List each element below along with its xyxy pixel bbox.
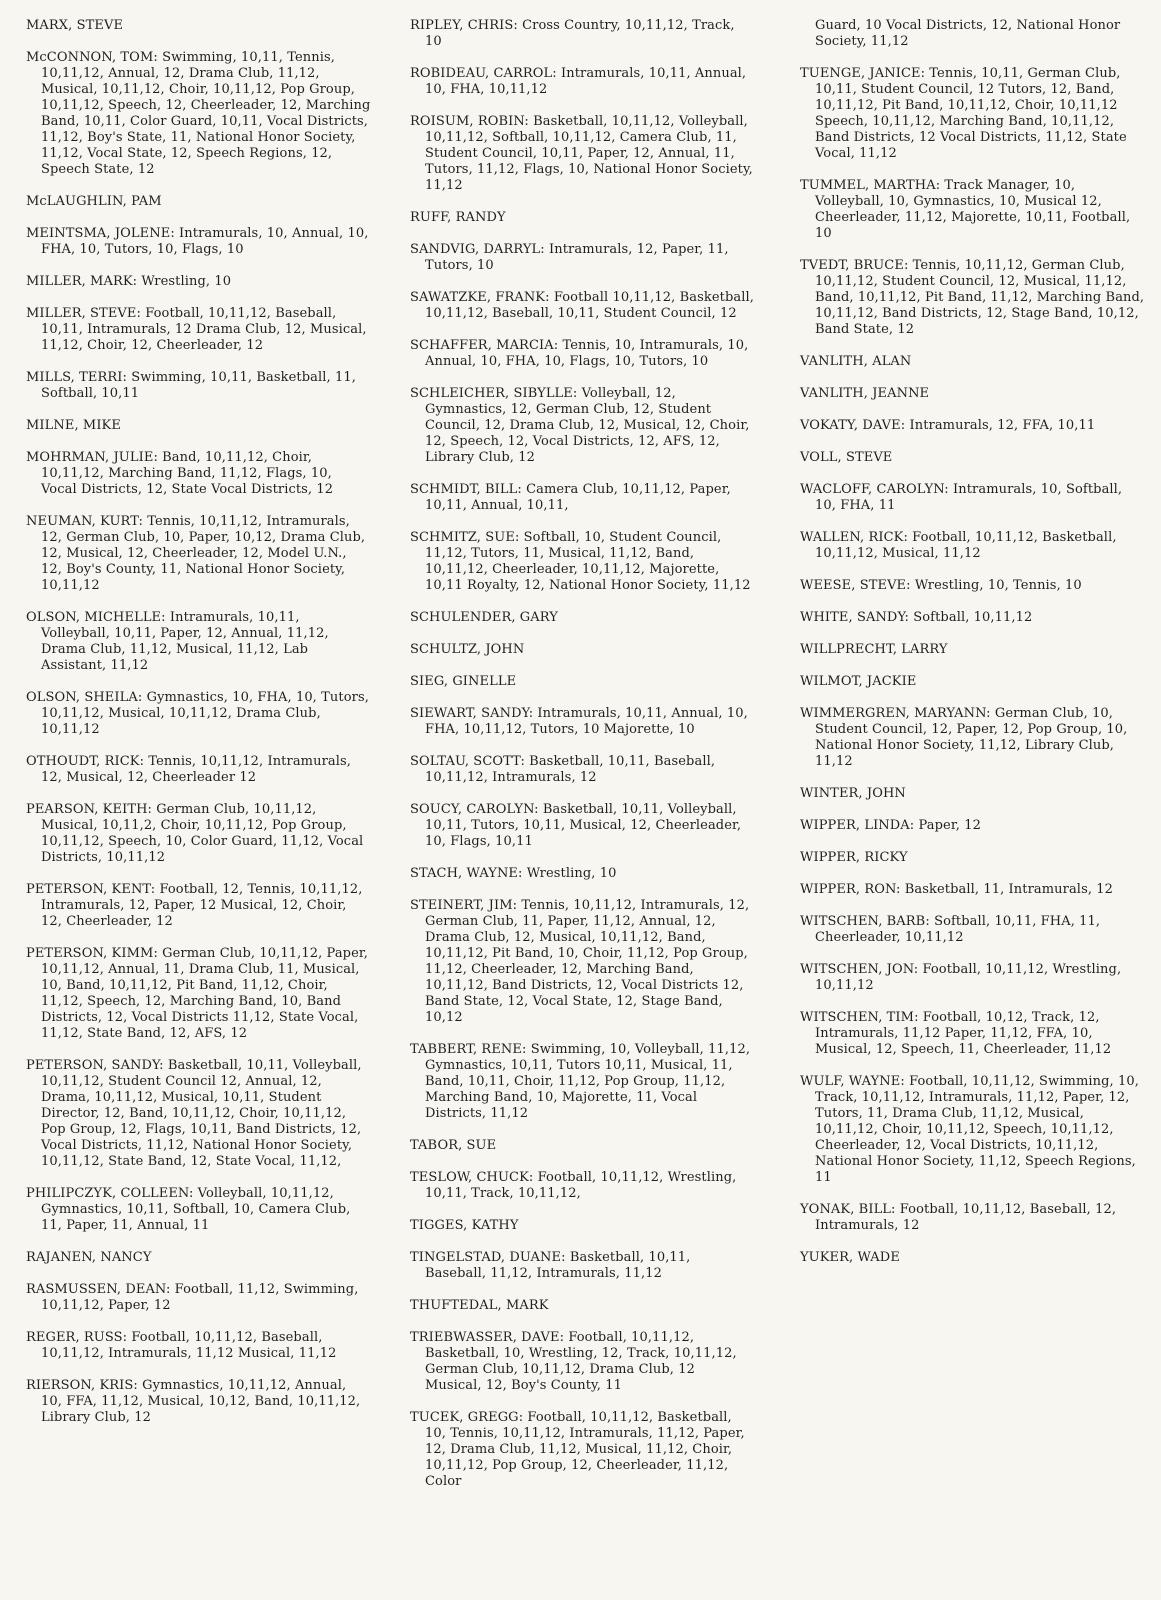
student-name: OTHOUDT, RICK: [26, 754, 140, 769]
student-entry: [410, 1170, 755, 1202]
name-separator: :: [520, 754, 530, 769]
student-name: WULF, WAYNE: [800, 1074, 901, 1089]
student-activities: Volleyball, 12, Gymnastics, 12, German Club, 12, Student Council, 12, Drama Club, 12, Musical, 12, Choir, 12, Speech, 12, Vocal Districts, 12, AFS, 12, Library Club, 12: [425, 386, 750, 465]
student-name: ROISUM, ROBIN: [410, 114, 525, 129]
student-activities: Tennis, 10, Intramurals, 10, Annual, 10, FHA, 10, Flags, 10, Tutors, 10: [425, 338, 749, 369]
student-entry: [410, 866, 755, 882]
name-separator: :: [900, 1074, 910, 1089]
name-separator: :: [545, 290, 554, 305]
student-name: VANLITH, JEANNE: [800, 386, 930, 401]
student-entry: [410, 1218, 755, 1234]
student-activities: Softball, 10, Student Council, 11,12, Tutors, 11, Musical, 11,12, Band, 10,11,12, Cheerleader, 10,11,12, Majorette, 10,11 Royalty, 12, National Honor Society, 11,12: [425, 530, 751, 593]
student-activities: Intramurals, 12, Paper, 11, Tutors, 10: [425, 242, 729, 273]
student-activities: Basketball, 10,11, Baseball, 11,12, Intramurals, 11,12: [425, 1250, 691, 1281]
student-name: WITSCHEN, TIM: [800, 1010, 915, 1025]
student-name: MEINTSMA, JOLENE: [26, 226, 171, 241]
student-entry: [800, 914, 1145, 946]
student-entry: [26, 1186, 371, 1234]
student-name: TUCEK, GREGG: [410, 1410, 519, 1425]
student-activities: German Club, 10,11,12, Paper, 10,11,12, Annual, 11, Drama Club, 11, Musical, 10, Band, 10,11,12, Pit Band, 11,12, Choir, 11,12, Speech, 12, Marching Band, 10, Band Districts, 12, Vocal Districts 11,12, State Vocal, 11,12, State Band, 12, AFS, 12: [41, 946, 368, 1041]
student-activities: Gymnastics, 10,11,12, Annual, 10, FFA, 11,12, Musical, 10,12, Band, 10,11,12, Library Club, 12: [41, 1378, 361, 1425]
student-entry: [800, 450, 1145, 466]
student-name: VOKATY, DAVE: [800, 418, 901, 433]
student-entry: [410, 1250, 755, 1282]
student-name: TESLOW, CHUCK: [410, 1170, 529, 1185]
student-entry: [800, 258, 1145, 338]
student-name: NEUMAN, KURT: [26, 514, 139, 529]
student-name: WINTER, JOHN: [800, 786, 906, 801]
student-entry: [410, 642, 755, 658]
student-entry: [410, 802, 755, 850]
student-activities: Football, 10,11,12, Swimming, 10, Track, 10,11,12, Intramurals, 11,12, Paper, 12, Tutors, 11, Drama Club, 11,12, Musical, 10,11,12, Choir, 10,11,12, Speech, 10,11,12, Cheerleader, 12, Vocal Districts, 10,11,12, National Honor Society, 11,12, Speech Regions, 11: [815, 1074, 1139, 1185]
student-name: SCHULENDER, GARY: [410, 610, 558, 625]
name-separator: :: [925, 914, 935, 929]
student-entry: [800, 66, 1145, 162]
student-activities: Wrestling, 10: [141, 274, 232, 289]
student-entry: [410, 674, 755, 690]
student-entry: [26, 306, 371, 354]
student-name: MOHRMAN, JULIE: [26, 450, 154, 465]
student-entry: [800, 706, 1145, 770]
student-activities: Cross Country, 10,11,12, Track, 10: [425, 18, 735, 49]
student-entry: [800, 354, 1145, 370]
name-separator: :: [572, 386, 582, 401]
student-activities: Football, 10,11,12, Basketball, 10,11,12, Musical, 11,12: [815, 530, 1117, 561]
student-name: TINGELSTAD, DUANE: [410, 1250, 562, 1265]
name-separator: :: [165, 1282, 175, 1297]
name-separator: :: [161, 610, 170, 625]
name-separator: :: [137, 690, 147, 705]
name-separator: :: [906, 578, 915, 593]
student-activities: German Club, 10, Student Council, 12, Paper, 12, Pop Group, 10, National Honor Society, 11,12, Library Club, 11,12: [815, 706, 1128, 769]
student-entry: [410, 18, 755, 50]
student-entry: [410, 754, 755, 786]
student-entry: [800, 674, 1145, 690]
student-name: WILLPRECHT, LARRY: [800, 642, 948, 657]
column-1: [26, 18, 371, 1442]
student-activities: Football, 10,11,12, Basketball, 10, Tennis, 10,11,12, Intramurals, 11,12, Paper, 12, Drama Club, 11,12, Musical, 11,12, Choir, 10,11,12, Pop Group, 12, Cheerleader, 11,12, Color: [425, 1410, 745, 1489]
student-entry: [800, 1250, 1145, 1266]
name-separator: :: [559, 1330, 569, 1345]
student-entry: [800, 1010, 1145, 1058]
name-separator: :: [188, 1186, 198, 1201]
student-entry: [26, 450, 371, 498]
student-name: TUMMEL, MARTHA: [800, 178, 936, 193]
student-name: PHILIPCZYK, COLLEEN: [26, 1186, 189, 1201]
name-separator: :: [903, 530, 913, 545]
student-entry: [410, 290, 755, 322]
student-name: TRIEBWASSER, DAVE: [410, 1330, 560, 1345]
student-entry: [26, 1058, 371, 1170]
student-name: RASMUSSEN, DEAN: [26, 1282, 166, 1297]
student-activities: Softball, 10,11, FHA, 11, Cheerleader, 10,11,12: [815, 914, 1101, 945]
student-name: RIPLEY, CHRIS: [410, 18, 514, 33]
student-activities: Track Manager, 10, Volleyball, 10, Gymnastics, 10, Musical 12, Cheerleader, 11,12, Majorette, 10,11, Football, 10: [815, 178, 1131, 241]
name-separator: :: [139, 754, 149, 769]
student-activities: Intramurals, 12, FFA, 10,11: [909, 418, 1096, 433]
student-entry: [410, 66, 755, 98]
student-name: YONAK, BILL: [800, 1202, 892, 1217]
student-entry: [26, 194, 371, 210]
student-activities: Basketball, 11, Intramurals, 12: [904, 882, 1114, 897]
student-name: VANLITH, ALAN: [800, 354, 912, 369]
student-entry: [26, 1250, 371, 1266]
student-entry: [800, 578, 1145, 594]
name-separator: :: [159, 1058, 168, 1073]
student-activities: Football, 10,11,12, Wrestling, 10,11, Track, 10,11,12,: [425, 1170, 737, 1201]
student-name: WIMMERGREN, MARYANN: [800, 706, 987, 721]
student-name: WIPPER, RICKY: [800, 850, 908, 865]
student-activities: Tennis, 10,11, German Club, 10,11, Student Council, 12 Tutors, 12, Band, 10,11,12, Pit Band, 10,11,12, Choir, 10,11,12 Speech, 10,11,12, Marching Band, 10,11,12, Band Districts, 12 Vocal Districts, 11,12, State Vocal, 11,12: [815, 66, 1127, 161]
student-activities: Camera Club, 10,11,12, Paper, 10,11, Annual, 10,11,: [425, 482, 731, 513]
student-name: McLAUGHLIN, PAM: [26, 194, 162, 209]
student-entry: [800, 818, 1145, 834]
student-name: WILMOT, JACKIE: [800, 674, 917, 689]
name-separator: :: [935, 178, 945, 193]
student-name: SIEWART, SANDY: [410, 706, 529, 721]
student-name: YUKER, WADE: [800, 1250, 900, 1265]
student-name: VOLL, STEVE: [800, 450, 893, 465]
name-separator: :: [909, 818, 919, 833]
student-entry: [800, 18, 1145, 50]
name-separator: :: [153, 946, 163, 961]
name-separator: :: [920, 66, 930, 81]
name-separator: :: [521, 1042, 531, 1057]
student-entry: [26, 418, 371, 434]
student-activities: Paper, 12: [918, 818, 981, 833]
student-activities: Football, 10,11,12, Wrestling, 10,11,12: [815, 962, 1122, 993]
student-name: OLSON, SHEILA: [26, 690, 138, 705]
student-activities: Football 10,11,12, Basketball, 10,11,12, Baseball, 10,11, Student Council, 12: [425, 290, 754, 321]
student-activities: Football, 10,11,12, Baseball, 10,11, Intramurals, 12 Drama Club, 12, Musical, 11,12, Choir, 12, Cheerleader, 12: [41, 306, 367, 353]
name-separator: :: [914, 1010, 923, 1025]
name-separator: :: [903, 258, 913, 273]
student-entry: [26, 370, 371, 402]
student-name: SIEG, GINELLE: [410, 674, 517, 689]
student-name: SOUCY, CAROLYN: [410, 802, 535, 817]
name-separator: :: [122, 370, 132, 385]
name-separator: :: [528, 706, 538, 721]
student-name: TIGGES, KATHY: [410, 1218, 519, 1233]
name-separator: :: [122, 1330, 132, 1345]
name-separator: :: [133, 1378, 143, 1393]
student-entry: [800, 530, 1145, 562]
student-activities: Intramurals, 10,11, Volleyball, 10,11, Paper, 12, Annual, 11,12, Drama Club, 11,12, Musical, 11,12, Lab Assistant, 11,12: [41, 610, 329, 673]
student-name: PEARSON, KEITH: [26, 802, 148, 817]
student-name: MILLS, TERRI: [26, 370, 123, 385]
student-name: REGER, RUSS: [26, 1330, 123, 1345]
student-entry: [800, 962, 1145, 994]
student-activities: Wrestling, 10: [526, 866, 617, 881]
student-entry: [26, 226, 371, 258]
student-name: MILLER, MARK: [26, 274, 133, 289]
student-name: SOLTAU, SCOTT: [410, 754, 521, 769]
student-activities: Basketball, 10,11, Volleyball, 10,11,12, Student Council 12, Annual, 12, Drama, 10,11,12, Musical, 10,11, Student Director, 12, Band, 10,11,12, Choir, 10,11,12, Pop Group, 12, Flags, 10,11, Band Districts, 12, Vocal Districts, 11,12, National Honor Society, 10,11,12, State Band, 12, State Vocal, 11,12,: [41, 1058, 362, 1169]
student-entry: [800, 418, 1145, 434]
name-separator: :: [904, 610, 914, 625]
student-name: WEESE, STEVE: [800, 578, 907, 593]
name-separator: :: [540, 242, 549, 257]
student-activities: Football, 10,12, Track, 12, Intramurals, 11,12 Paper, 11,12, FFA, 10, Musical, 12, Speech, 11, Cheerleader, 11,12: [815, 1010, 1112, 1057]
student-activities: Basketball, 10,11, Volleyball, 10,11, Tutors, 10,11, Musical, 12, Cheerleader, 10, Flags, 10,11: [425, 802, 742, 849]
student-name: SCHMIDT, BILL: [410, 482, 518, 497]
student-name: WITSCHEN, BARB: [800, 914, 926, 929]
student-entry: [410, 610, 755, 626]
student-entry: [800, 882, 1145, 898]
student-activities: Guard, 10 Vocal Districts, 12, National Honor Society, 11,12: [815, 18, 1121, 49]
student-activities: Volleyball, 10,11,12, Gymnastics, 10,11, Softball, 10, Camera Club, 11, Paper, 11, Annual, 11: [41, 1186, 351, 1233]
student-activities: Intramurals, 10,11, Annual, 10, FHA, 10,11,12, Tutors, 10 Majorette, 10: [425, 706, 748, 737]
name-separator: :: [138, 514, 148, 529]
student-name: RUFF, RANDY: [410, 210, 506, 225]
student-activities: Intramurals, 10, Softball, 10, FHA, 11: [815, 482, 1123, 513]
student-entry: [26, 1378, 371, 1426]
student-name: PETERSON, KENT: [26, 882, 151, 897]
name-separator: :: [512, 898, 522, 913]
student-name: RAJANEN, NANCY: [26, 1250, 152, 1265]
name-separator: :: [150, 882, 160, 897]
name-separator: :: [524, 114, 534, 129]
student-activities: Football, 10,11,12, Baseball, 12, Intramurals, 12: [815, 1202, 1117, 1233]
name-separator: :: [896, 882, 905, 897]
student-entry: [800, 1202, 1145, 1234]
student-activities: Swimming, 10, Volleyball, 11,12, Gymnastics, 10,11, Tutors 10,11, Musical, 11, Band, 10,11, Choir, 11,12, Pop Group, 11,12, Marching Band, 10, Majorette, 11, Vocal Districts, 11,12: [425, 1042, 751, 1121]
student-name: SCHAFFER, MARCIA: [410, 338, 554, 353]
student-activities: Tennis, 10,11,12, German Club, 10,11,12, Student Council, 12, Musical, 11,12, Band, 10,11,12, Pit Band, 11,12, Marching Band, 10,11,12, Band Districts, 12, Stage Band, 10,12, Band State, 12: [815, 258, 1145, 337]
name-separator: :: [534, 802, 543, 817]
student-activities: Basketball, 10,11, Baseball, 10,11,12, Intramurals, 12: [425, 754, 716, 785]
student-entry: [26, 946, 371, 1042]
name-separator: :: [913, 962, 923, 977]
student-activities: Tennis, 10,11,12, Intramurals, 12, Musical, 12, Cheerleader 12: [41, 754, 351, 785]
student-activities: German Club, 10,11,12, Musical, 10,11,2, Choir, 10,11,12, Pop Group, 10,11,12, Speech, 10, Color Guard, 11,12, Vocal Districts, 10,11,12: [41, 802, 364, 865]
student-name: THUFTEDAL, MARK: [410, 1298, 549, 1313]
name-separator: :: [518, 866, 527, 881]
student-name: MILLER, STEVE: [26, 306, 137, 321]
student-activities: Football, 12, Tennis, 10,11,12, Intramurals, 12, Paper, 12 Musical, 12, Choir, 12, Cheerleader, 12: [41, 882, 363, 929]
student-name: WITSCHEN, JON: [800, 962, 914, 977]
student-entry: [410, 210, 755, 226]
student-name: PETERSON, KIMM: [26, 946, 154, 961]
student-entry: [410, 482, 755, 514]
name-separator: :: [147, 802, 157, 817]
student-name: OLSON, MICHELLE: [26, 610, 162, 625]
student-entry: [410, 114, 755, 194]
student-name: WACLOFF, CAROLYN: [800, 482, 945, 497]
student-entry: [410, 338, 755, 370]
name-separator: :: [986, 706, 995, 721]
student-activities: Football, 10,11,12, Baseball, 10,11,12, Intramurals, 11,12 Musical, 11,12: [41, 1330, 337, 1361]
column-2: [410, 18, 755, 1506]
student-entry: [410, 386, 755, 466]
name-separator: :: [528, 1170, 538, 1185]
student-activities: Swimming, 10,11, Basketball, 11, Softball, 10,11: [41, 370, 356, 401]
student-entry: [800, 386, 1145, 402]
student-name: SANDVIG, DARRYL: [410, 242, 541, 257]
student-entry: [26, 802, 371, 866]
student-name: TABOR, SUE: [410, 1138, 497, 1153]
student-entry: [26, 610, 371, 674]
student-name: ROBIDEAU, CARROL: [410, 66, 553, 81]
student-entry: [410, 1330, 755, 1394]
student-name: McCONNON, TOM: [26, 50, 154, 65]
student-activities: Tennis, 10,11,12, Intramurals, 12, German Club, 11, Paper, 11,12, Annual, 12, Drama Club, 12, Musical, 10,11,12, Band, 10,11,12, Pit Band, 10, Choir, 11,12, Pop Group, 11,12, Cheerleader, 12, Marching Band, 10,11,12, Band Districts, 12, Vocal Districts 12, Band State, 12, Vocal State, 12, Stage Band, 10,12: [425, 898, 750, 1025]
student-entry: [26, 50, 371, 178]
name-separator: :: [513, 18, 523, 33]
student-entry: [410, 1042, 755, 1122]
student-entry: [410, 530, 755, 594]
student-name: WIPPER, LINDA: [800, 818, 910, 833]
name-separator: :: [553, 338, 563, 353]
student-name: SAWATZKE, FRANK: [410, 290, 546, 305]
student-activities: Intramurals, 10,11, Annual, 10, FHA, 10,11,12: [425, 66, 747, 97]
student-entry: [26, 1330, 371, 1362]
name-separator: :: [552, 66, 561, 81]
student-entry: [410, 1138, 755, 1154]
name-separator: :: [136, 306, 146, 321]
student-entry: [26, 514, 371, 594]
student-entry: [26, 18, 371, 34]
student-activities: Tennis, 10,11,12, Intramurals, 12, German Club, 10, Paper, 10,12, Drama Club, 12, Musical, 12, Cheerleader, 12, Model U.N., 12, Boy's County, 11, National Honor Society, 10,11,12: [41, 514, 366, 593]
student-name: SCHLEICHER, SIBYLLE: [410, 386, 573, 401]
name-separator: :: [153, 450, 163, 465]
student-entry: [26, 882, 371, 930]
name-separator: :: [517, 482, 527, 497]
student-name: RIERSON, KRIS: [26, 1378, 134, 1393]
student-activities: Intramurals, 10, Annual, 10, FHA, 10, Tutors, 10, Flags, 10: [41, 226, 369, 257]
student-entry: [26, 690, 371, 738]
student-name: SCHULTZ, JOHN: [410, 642, 525, 657]
student-name: MILNE, MIKE: [26, 418, 121, 433]
student-name: TVEDT, BRUCE: [800, 258, 904, 273]
student-activities: Swimming, 10,11, Tennis, 10,11,12, Annual, 12, Drama Club, 11,12, Musical, 10,11,12, Choir, 10,11,12, Pop Group, 10,11,12, Speech, 12, Cheerleader, 12, Marching Band, 10,11, Color Guard, 10,11, Vocal Districts, 11,12, Boy's State, 11, National Honor Society, 11,12, Vocal State, 12, Speech Regions, 12, Speech State, 12: [41, 50, 371, 177]
name-separator: :: [170, 226, 180, 241]
student-name: STACH, WAYNE: [410, 866, 519, 881]
student-entry: [410, 242, 755, 274]
student-entry: [800, 178, 1145, 242]
student-activities: Football, 10,11,12, Basketball, 10, Wrestling, 12, Track, 10,11,12, German Club, 10,11,12, Drama Club, 12 Musical, 12, Boy's County, 11: [425, 1330, 737, 1393]
name-separator: :: [518, 1410, 528, 1425]
student-entry: [800, 482, 1145, 514]
student-activities: Gymnastics, 10, FHA, 10, Tutors, 10,11,12, Musical, 10,11,12, Drama Club, 10,11,12: [41, 690, 369, 737]
column-3: [800, 18, 1145, 1282]
student-name: TABBERT, RENE: [410, 1042, 522, 1057]
name-separator: :: [944, 482, 954, 497]
student-entry: [410, 1410, 755, 1490]
student-entry: [26, 754, 371, 786]
student-activities: Wrestling, 10, Tennis, 10: [914, 578, 1082, 593]
name-separator: :: [132, 274, 142, 289]
student-entry: [800, 642, 1145, 658]
student-activities: Basketball, 10,11,12, Volleyball, 10,11,12, Softball, 10,11,12, Camera Club, 11, Student Council, 10,11, Paper, 12, Annual, 11, Tutors, 11,12, Flags, 10, National Honor Society, 11,12: [425, 114, 753, 193]
name-separator: :: [514, 530, 524, 545]
student-entry: [800, 610, 1145, 626]
name-separator: :: [153, 50, 163, 65]
student-name: STEINERT, JIM: [410, 898, 513, 913]
student-entry: [800, 1074, 1145, 1186]
student-entry: [26, 1282, 371, 1314]
student-entry: [800, 850, 1145, 866]
student-entry: [26, 274, 371, 290]
student-name: WHITE, SANDY: [800, 610, 905, 625]
student-activities: Band, 10,11,12, Choir, 10,11,12, Marching Band, 11,12, Flags, 10, Vocal Districts, 12, State Vocal Districts, 12: [41, 450, 334, 497]
student-name: WIPPER, RON: [800, 882, 896, 897]
name-separator: :: [561, 1250, 570, 1265]
student-name: WALLEN, RICK: [800, 530, 904, 545]
student-entry: [800, 786, 1145, 802]
student-activities: Softball, 10,11,12: [913, 610, 1033, 625]
name-separator: :: [900, 418, 910, 433]
student-entry: [410, 1298, 755, 1314]
student-name: MARX, STEVE: [26, 18, 124, 33]
student-name: TUENGE, JANICE: [800, 66, 921, 81]
student-entry: [410, 706, 755, 738]
student-activities: Football, 11,12, Swimming, 10,11,12, Paper, 12: [41, 1282, 359, 1313]
student-entry: [410, 898, 755, 1026]
student-name: PETERSON, SANDY: [26, 1058, 160, 1073]
name-separator: :: [891, 1202, 900, 1217]
student-name: SCHMITZ, SUE: [410, 530, 515, 545]
